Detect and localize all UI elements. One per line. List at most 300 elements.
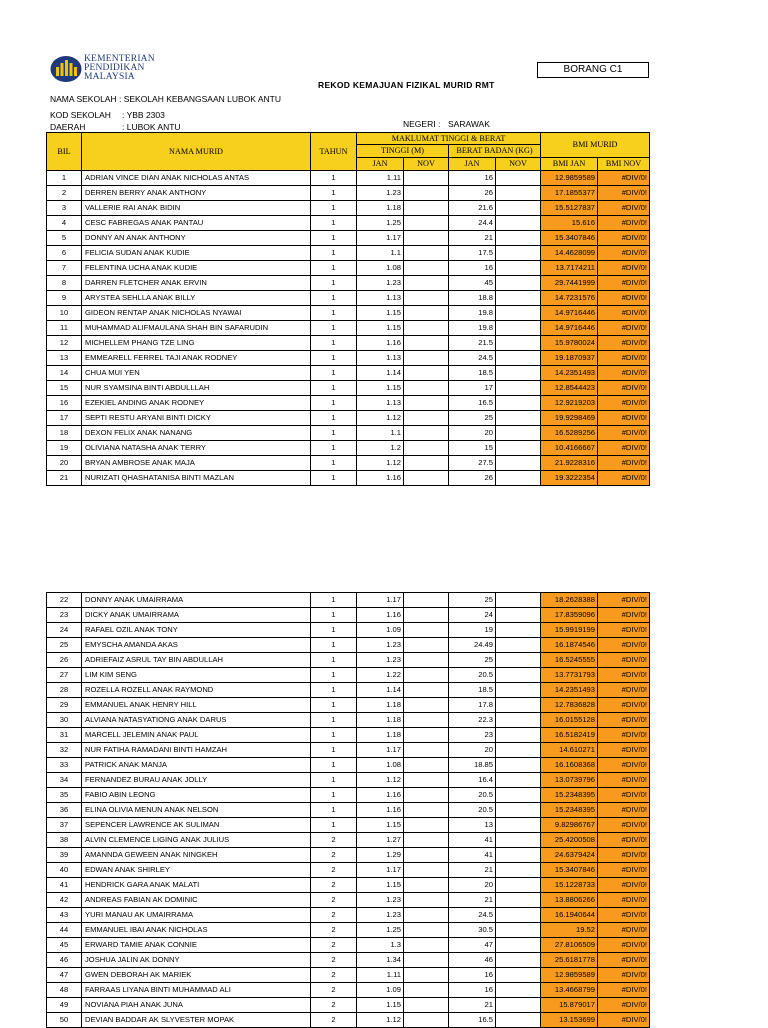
cell-berat-nov bbox=[496, 593, 541, 608]
table-row bbox=[47, 938, 650, 953]
cell-tahun: 1 bbox=[311, 683, 357, 698]
cell-bmi-jan: 16.0155128 bbox=[541, 713, 598, 728]
cell-tinggi-jan: 1.17 bbox=[357, 743, 404, 758]
cell-berat-jan: 16 bbox=[449, 983, 496, 998]
state-label: NEGERI : bbox=[403, 119, 441, 129]
student-table-1 bbox=[46, 132, 650, 486]
cell-berat-jan: 20 bbox=[449, 878, 496, 893]
cell-bmi-nov: #DIV/0! bbox=[598, 623, 650, 638]
cell-berat-jan: 45 bbox=[449, 276, 496, 291]
cell-bil: 30 bbox=[47, 713, 82, 728]
cell-tinggi-jan: 1.12 bbox=[357, 773, 404, 788]
cell-bmi-jan: 25.6181778 bbox=[541, 953, 598, 968]
table-row bbox=[47, 923, 650, 938]
cell-nama: ADRIAN VINCE DIAN ANAK NICHOLAS ANTAS bbox=[82, 171, 311, 186]
cell-tinggi-nov bbox=[404, 848, 449, 863]
cell-tinggi-jan: 1.09 bbox=[357, 983, 404, 998]
cell-nama: FERNANDEZ BURAU ANAK JOLLY bbox=[82, 773, 311, 788]
cell-bil: 41 bbox=[47, 878, 82, 893]
cell-berat-nov bbox=[496, 683, 541, 698]
cell-tinggi-nov bbox=[404, 1013, 449, 1028]
cell-berat-jan: 24.4 bbox=[449, 216, 496, 231]
table-row bbox=[47, 321, 650, 336]
cell-bmi-jan: 19.52 bbox=[541, 923, 598, 938]
cell-tinggi-jan: 1.22 bbox=[357, 668, 404, 683]
table-row bbox=[47, 773, 650, 788]
cell-bmi-nov: #DIV/0! bbox=[598, 698, 650, 713]
cell-tahun: 1 bbox=[311, 773, 357, 788]
cell-bil: 12 bbox=[47, 336, 82, 351]
cell-tinggi-jan: 1.18 bbox=[357, 201, 404, 216]
cell-tinggi-nov bbox=[404, 683, 449, 698]
cell-bmi-nov: #DIV/0! bbox=[598, 441, 650, 456]
cell-bmi-jan: 15.616 bbox=[541, 216, 598, 231]
cell-tahun: 2 bbox=[311, 833, 357, 848]
cell-berat-nov bbox=[496, 788, 541, 803]
cell-berat-nov bbox=[496, 396, 541, 411]
cell-tinggi-jan: 1.13 bbox=[357, 291, 404, 306]
cell-tahun: 1 bbox=[311, 261, 357, 276]
cell-tahun: 1 bbox=[311, 381, 357, 396]
table-row bbox=[47, 426, 650, 441]
cell-tinggi-nov bbox=[404, 818, 449, 833]
header-tinggi: TINGGI (M) bbox=[357, 145, 449, 158]
cell-tinggi-jan: 1.15 bbox=[357, 321, 404, 336]
cell-nama: FABIO ABIN LEONG bbox=[82, 788, 311, 803]
cell-berat-jan: 27.5 bbox=[449, 456, 496, 471]
cell-tahun: 1 bbox=[311, 306, 357, 321]
cell-bil: 18 bbox=[47, 426, 82, 441]
cell-berat-jan: 20.5 bbox=[449, 668, 496, 683]
cell-nama: DEVIAN BADDAR AK SLYVESTER MOPAK bbox=[82, 1013, 311, 1028]
cell-berat-jan: 16.5 bbox=[449, 396, 496, 411]
cell-bmi-jan: 29.7441999 bbox=[541, 276, 598, 291]
cell-bil: 44 bbox=[47, 923, 82, 938]
cell-bil: 25 bbox=[47, 638, 82, 653]
header-bmi-jan: BMI JAN bbox=[541, 158, 598, 171]
cell-tinggi-nov bbox=[404, 366, 449, 381]
cell-bmi-jan: 16.1940644 bbox=[541, 908, 598, 923]
table-row bbox=[47, 983, 650, 998]
cell-bmi-jan: 27.8106509 bbox=[541, 938, 598, 953]
cell-bmi-jan: 12.9859589 bbox=[541, 968, 598, 983]
cell-bmi-nov: #DIV/0! bbox=[598, 186, 650, 201]
cell-tinggi-jan: 1.25 bbox=[357, 923, 404, 938]
cell-bmi-jan: 17.1855377 bbox=[541, 186, 598, 201]
cell-bmi-nov: #DIV/0! bbox=[598, 728, 650, 743]
cell-tinggi-nov bbox=[404, 668, 449, 683]
logo-text-line3: MALAYSIA bbox=[84, 72, 135, 82]
cell-nama: GIDEON RENTAP ANAK NICHOLAS NYAWAI bbox=[82, 306, 311, 321]
cell-bil: 40 bbox=[47, 863, 82, 878]
cell-tinggi-nov bbox=[404, 788, 449, 803]
cell-bmi-nov: #DIV/0! bbox=[598, 411, 650, 426]
cell-berat-nov bbox=[496, 261, 541, 276]
cell-berat-jan: 30.5 bbox=[449, 923, 496, 938]
table-1-body bbox=[47, 171, 650, 486]
cell-bmi-nov: #DIV/0! bbox=[598, 938, 650, 953]
cell-tinggi-nov bbox=[404, 953, 449, 968]
cell-bmi-jan: 15.2348395 bbox=[541, 803, 598, 818]
cell-berat-nov bbox=[496, 668, 541, 683]
table-row bbox=[47, 848, 650, 863]
cell-berat-jan: 25 bbox=[449, 411, 496, 426]
cell-nama: CHUA MUI YEN bbox=[82, 366, 311, 381]
cell-bmi-nov: #DIV/0! bbox=[598, 351, 650, 366]
cell-berat-jan: 24.5 bbox=[449, 351, 496, 366]
cell-tahun: 1 bbox=[311, 471, 357, 486]
table-row bbox=[47, 758, 650, 773]
cell-bmi-jan: 9.82986767 bbox=[541, 818, 598, 833]
cell-berat-jan: 23 bbox=[449, 728, 496, 743]
cell-berat-nov bbox=[496, 276, 541, 291]
cell-nama: DICKY ANAK UMAIRRAMA bbox=[82, 608, 311, 623]
cell-tinggi-jan: 1.3 bbox=[357, 938, 404, 953]
cell-bmi-nov: #DIV/0! bbox=[598, 653, 650, 668]
cell-bmi-jan: 15.9780024 bbox=[541, 336, 598, 351]
header-tinggi-nov: NOV bbox=[404, 158, 449, 171]
cell-bmi-nov: #DIV/0! bbox=[598, 923, 650, 938]
cell-nama: FELICIA SUDAN ANAK KUDIE bbox=[82, 246, 311, 261]
cell-bmi-jan: 17.8359096 bbox=[541, 608, 598, 623]
table-row bbox=[47, 456, 650, 471]
cell-berat-jan: 26 bbox=[449, 186, 496, 201]
cell-berat-nov bbox=[496, 698, 541, 713]
cell-bil: 5 bbox=[47, 231, 82, 246]
cell-berat-nov bbox=[496, 321, 541, 336]
cell-nama: MUHAMMAD ALIFMAULANA SHAH BIN SAFARUDIN bbox=[82, 321, 311, 336]
table-row bbox=[47, 863, 650, 878]
cell-tinggi-nov bbox=[404, 351, 449, 366]
cell-tahun: 1 bbox=[311, 426, 357, 441]
cell-bmi-nov: #DIV/0! bbox=[598, 713, 650, 728]
cell-nama: AMANNDA GEWEEN ANAK NINGKEH bbox=[82, 848, 311, 863]
cell-tinggi-nov bbox=[404, 773, 449, 788]
header-nama: NAMA MURID bbox=[82, 133, 311, 171]
table-row bbox=[47, 653, 650, 668]
cell-berat-nov bbox=[496, 171, 541, 186]
cell-tahun: 2 bbox=[311, 938, 357, 953]
cell-berat-nov bbox=[496, 246, 541, 261]
cell-nama: MARCELL JELEMIN ANAK PAUL bbox=[82, 728, 311, 743]
cell-berat-jan: 16 bbox=[449, 968, 496, 983]
cell-bmi-nov: #DIV/0! bbox=[598, 743, 650, 758]
cell-bil: 42 bbox=[47, 893, 82, 908]
cell-bmi-jan: 16.5245555 bbox=[541, 653, 598, 668]
cell-bmi-nov: #DIV/0! bbox=[598, 878, 650, 893]
cell-bil: 36 bbox=[47, 803, 82, 818]
cell-tinggi-nov bbox=[404, 713, 449, 728]
cell-bil: 34 bbox=[47, 773, 82, 788]
table-row bbox=[47, 878, 650, 893]
cell-tahun: 1 bbox=[311, 653, 357, 668]
cell-berat-nov bbox=[496, 833, 541, 848]
cell-berat-jan: 47 bbox=[449, 938, 496, 953]
cell-bmi-nov: #DIV/0! bbox=[598, 291, 650, 306]
cell-berat-jan: 26 bbox=[449, 471, 496, 486]
cell-berat-jan: 15 bbox=[449, 441, 496, 456]
cell-bmi-jan: 14.4628099 bbox=[541, 246, 598, 261]
cell-tahun: 1 bbox=[311, 818, 357, 833]
cell-bmi-jan: 16.1874546 bbox=[541, 638, 598, 653]
cell-bil: 43 bbox=[47, 908, 82, 923]
cell-tahun: 1 bbox=[311, 396, 357, 411]
cell-bmi-jan: 19.3222354 bbox=[541, 471, 598, 486]
cell-nama: SEPENCER LAWRENCE AK SULIMAN bbox=[82, 818, 311, 833]
page-title: REKOD KEMAJUAN FIZIKAL MURID RMT bbox=[318, 80, 495, 90]
cell-bil: 6 bbox=[47, 246, 82, 261]
cell-bmi-nov: #DIV/0! bbox=[598, 306, 650, 321]
cell-berat-nov bbox=[496, 953, 541, 968]
cell-bil: 45 bbox=[47, 938, 82, 953]
cell-tinggi-jan: 1.23 bbox=[357, 186, 404, 201]
cell-nama: ADRIEFAIZ ASRUL TAY BIN ABDULLAH bbox=[82, 653, 311, 668]
cell-bil: 3 bbox=[47, 201, 82, 216]
cell-berat-nov bbox=[496, 201, 541, 216]
cell-tahun: 2 bbox=[311, 983, 357, 998]
cell-tinggi-jan: 1.15 bbox=[357, 998, 404, 1013]
cell-tahun: 1 bbox=[311, 698, 357, 713]
cell-berat-nov bbox=[496, 968, 541, 983]
cell-tinggi-nov bbox=[404, 291, 449, 306]
table-row bbox=[47, 713, 650, 728]
cell-berat-nov bbox=[496, 186, 541, 201]
cell-berat-nov bbox=[496, 653, 541, 668]
cell-berat-nov bbox=[496, 863, 541, 878]
cell-nama: VALLERIE RAI ANAK BIDIN bbox=[82, 201, 311, 216]
cell-tinggi-jan: 1.18 bbox=[357, 698, 404, 713]
cell-bmi-jan: 13.7174211 bbox=[541, 261, 598, 276]
cell-tinggi-jan: 1.15 bbox=[357, 818, 404, 833]
cell-tinggi-jan: 1.17 bbox=[357, 863, 404, 878]
cell-tahun: 1 bbox=[311, 623, 357, 638]
cell-berat-jan: 46 bbox=[449, 953, 496, 968]
cell-bil: 1 bbox=[47, 171, 82, 186]
cell-berat-jan: 20 bbox=[449, 743, 496, 758]
cell-tinggi-nov bbox=[404, 998, 449, 1013]
cell-bmi-nov: #DIV/0! bbox=[598, 773, 650, 788]
cell-bmi-jan: 15.879017 bbox=[541, 998, 598, 1013]
cell-nama: NURIZATI QHASHATANISA BINTI MAZLAN bbox=[82, 471, 311, 486]
cell-tinggi-jan: 1.12 bbox=[357, 411, 404, 426]
cell-berat-nov bbox=[496, 848, 541, 863]
cell-berat-nov bbox=[496, 728, 541, 743]
cell-bil: 14 bbox=[47, 366, 82, 381]
cell-tinggi-jan: 1.08 bbox=[357, 758, 404, 773]
cell-tahun: 2 bbox=[311, 848, 357, 863]
cell-nama: GWEN DEBORAH AK MARIEK bbox=[82, 968, 311, 983]
cell-bil: 29 bbox=[47, 698, 82, 713]
cell-tahun: 1 bbox=[311, 713, 357, 728]
cell-tinggi-jan: 1.09 bbox=[357, 623, 404, 638]
table-row bbox=[47, 893, 650, 908]
table-row bbox=[47, 743, 650, 758]
cell-bmi-nov: #DIV/0! bbox=[598, 683, 650, 698]
cell-bmi-nov: #DIV/0! bbox=[598, 863, 650, 878]
cell-bmi-jan: 12.7836828 bbox=[541, 698, 598, 713]
cell-tinggi-nov bbox=[404, 803, 449, 818]
cell-tahun: 1 bbox=[311, 291, 357, 306]
cell-tinggi-jan: 1.14 bbox=[357, 683, 404, 698]
cell-tinggi-nov bbox=[404, 441, 449, 456]
cell-berat-jan: 41 bbox=[449, 848, 496, 863]
cell-bmi-jan: 13.0739796 bbox=[541, 773, 598, 788]
cell-tinggi-nov bbox=[404, 216, 449, 231]
cell-tahun: 1 bbox=[311, 351, 357, 366]
cell-bil: 23 bbox=[47, 608, 82, 623]
cell-tinggi-jan: 1.15 bbox=[357, 878, 404, 893]
cell-nama: ROZELLA ROZELL ANAK RAYMOND bbox=[82, 683, 311, 698]
table-row bbox=[47, 246, 650, 261]
cell-tahun: 1 bbox=[311, 216, 357, 231]
cell-nama: ELINA OLIVIA MENUN ANAK NELSON bbox=[82, 803, 311, 818]
cell-tahun: 2 bbox=[311, 908, 357, 923]
header-berat-jan: JAN bbox=[449, 158, 496, 171]
cell-tahun: 1 bbox=[311, 231, 357, 246]
cell-tinggi-nov bbox=[404, 306, 449, 321]
table-row bbox=[47, 171, 650, 186]
cell-berat-nov bbox=[496, 713, 541, 728]
header-tinggi-jan: JAN bbox=[357, 158, 404, 171]
cell-tinggi-jan: 1.11 bbox=[357, 968, 404, 983]
cell-bil: 28 bbox=[47, 683, 82, 698]
cell-nama: EMMEARELL FERREL TAJI ANAK RODNEY bbox=[82, 351, 311, 366]
cell-bmi-nov: #DIV/0! bbox=[598, 246, 650, 261]
cell-bil: 32 bbox=[47, 743, 82, 758]
cell-tinggi-jan: 1.08 bbox=[357, 261, 404, 276]
cell-berat-nov bbox=[496, 336, 541, 351]
cell-tinggi-jan: 1.34 bbox=[357, 953, 404, 968]
cell-bmi-nov: #DIV/0! bbox=[598, 381, 650, 396]
cell-tinggi-jan: 1.27 bbox=[357, 833, 404, 848]
cell-tinggi-nov bbox=[404, 893, 449, 908]
table-row bbox=[47, 351, 650, 366]
cell-berat-nov bbox=[496, 893, 541, 908]
cell-tinggi-jan: 1.18 bbox=[357, 713, 404, 728]
cell-nama: PATRICK ANAK MANJA bbox=[82, 758, 311, 773]
cell-tinggi-jan: 1.23 bbox=[357, 276, 404, 291]
cell-tinggi-nov bbox=[404, 471, 449, 486]
cell-bmi-jan: 13.7731793 bbox=[541, 668, 598, 683]
cell-bmi-nov: #DIV/0! bbox=[598, 321, 650, 336]
cell-berat-jan: 21 bbox=[449, 998, 496, 1013]
cell-tinggi-nov bbox=[404, 878, 449, 893]
cell-bmi-nov: #DIV/0! bbox=[598, 818, 650, 833]
cell-nama: ALVIANA NATASYATIONG ANAK DARUS bbox=[82, 713, 311, 728]
cell-berat-jan: 17.8 bbox=[449, 698, 496, 713]
cell-bmi-jan: 25.4200508 bbox=[541, 833, 598, 848]
cell-berat-jan: 24 bbox=[449, 608, 496, 623]
table-row bbox=[47, 276, 650, 291]
cell-berat-nov bbox=[496, 743, 541, 758]
cell-nama: ARYSTEA SEHLLA ANAK BILLY bbox=[82, 291, 311, 306]
table-row bbox=[47, 803, 650, 818]
cell-bil: 19 bbox=[47, 441, 82, 456]
cell-bmi-nov: #DIV/0! bbox=[598, 638, 650, 653]
cell-bil: 11 bbox=[47, 321, 82, 336]
cell-nama: ANDREAS FABIAN AK DOMINIC bbox=[82, 893, 311, 908]
cell-bil: 31 bbox=[47, 728, 82, 743]
cell-berat-jan: 25 bbox=[449, 593, 496, 608]
cell-nama: MICHELLEM PHANG TZE LING bbox=[82, 336, 311, 351]
cell-bmi-nov: #DIV/0! bbox=[598, 848, 650, 863]
cell-tahun: 2 bbox=[311, 968, 357, 983]
cell-tinggi-nov bbox=[404, 593, 449, 608]
cell-bmi-nov: #DIV/0! bbox=[598, 276, 650, 291]
cell-tinggi-jan: 1.17 bbox=[357, 593, 404, 608]
cell-nama: DERREN BERRY ANAK ANTHONY bbox=[82, 186, 311, 201]
district-value: : LUBOK ANTU bbox=[122, 122, 181, 132]
cell-tinggi-nov bbox=[404, 261, 449, 276]
cell-tinggi-jan: 1.23 bbox=[357, 653, 404, 668]
cell-bmi-jan: 14.610271 bbox=[541, 743, 598, 758]
cell-bmi-nov: #DIV/0! bbox=[598, 758, 650, 773]
table-row bbox=[47, 216, 650, 231]
cell-bmi-jan: 21.9228316 bbox=[541, 456, 598, 471]
cell-berat-nov bbox=[496, 758, 541, 773]
cell-berat-nov bbox=[496, 908, 541, 923]
cell-berat-nov bbox=[496, 306, 541, 321]
district-label: DAERAH bbox=[50, 122, 86, 132]
cell-nama: DONNY ANAK UMAIRRAMA bbox=[82, 593, 311, 608]
cell-bmi-nov: #DIV/0! bbox=[598, 593, 650, 608]
cell-bmi-jan: 14.2351493 bbox=[541, 683, 598, 698]
cell-tinggi-jan: 1.1 bbox=[357, 246, 404, 261]
cell-berat-nov bbox=[496, 471, 541, 486]
cell-bil: 26 bbox=[47, 653, 82, 668]
cell-bmi-jan: 19.1870937 bbox=[541, 351, 598, 366]
cell-tinggi-nov bbox=[404, 653, 449, 668]
cell-nama: DARREN FLETCHER ANAK ERVIN bbox=[82, 276, 311, 291]
cell-tahun: 1 bbox=[311, 321, 357, 336]
cell-berat-jan: 21.6 bbox=[449, 201, 496, 216]
cell-nama: LIM KIM SENG bbox=[82, 668, 311, 683]
cell-bmi-jan: 24.6379424 bbox=[541, 848, 598, 863]
cell-nama: CESC FABREGAS ANAK PANTAU bbox=[82, 216, 311, 231]
cell-berat-nov bbox=[496, 998, 541, 1013]
cell-bil: 9 bbox=[47, 291, 82, 306]
cell-tahun: 1 bbox=[311, 593, 357, 608]
cell-bil: 35 bbox=[47, 788, 82, 803]
cell-tinggi-nov bbox=[404, 908, 449, 923]
cell-tinggi-nov bbox=[404, 698, 449, 713]
cell-tinggi-nov bbox=[404, 758, 449, 773]
cell-tinggi-jan: 1.15 bbox=[357, 306, 404, 321]
table-row bbox=[47, 1013, 650, 1028]
cell-bmi-jan: 13.153699 bbox=[541, 1013, 598, 1028]
cell-nama: FARRAAS LIYANA BINTI MUHAMMAD ALI bbox=[82, 983, 311, 998]
cell-nama: EZEKIEL ANDING ANAK RODNEY bbox=[82, 396, 311, 411]
cell-tinggi-jan: 1.23 bbox=[357, 638, 404, 653]
cell-bil: 8 bbox=[47, 276, 82, 291]
cell-berat-jan: 17 bbox=[449, 381, 496, 396]
table-row bbox=[47, 471, 650, 486]
cell-nama: FELENTINA UCHA ANAK KUDIE bbox=[82, 261, 311, 276]
cell-bmi-nov: #DIV/0! bbox=[598, 833, 650, 848]
cell-tinggi-nov bbox=[404, 381, 449, 396]
cell-tahun: 1 bbox=[311, 788, 357, 803]
cell-bil: 49 bbox=[47, 998, 82, 1013]
cell-tinggi-nov bbox=[404, 321, 449, 336]
cell-tinggi-nov bbox=[404, 923, 449, 938]
table-row bbox=[47, 638, 650, 653]
cell-bil: 17 bbox=[47, 411, 82, 426]
header-maklumat: MAKLUMAT TINGGI & BERAT bbox=[357, 133, 541, 145]
state-value: SARAWAK bbox=[448, 119, 490, 129]
cell-berat-nov bbox=[496, 426, 541, 441]
header-berat: BERAT BADAN (KG) bbox=[449, 145, 541, 158]
cell-berat-nov bbox=[496, 608, 541, 623]
